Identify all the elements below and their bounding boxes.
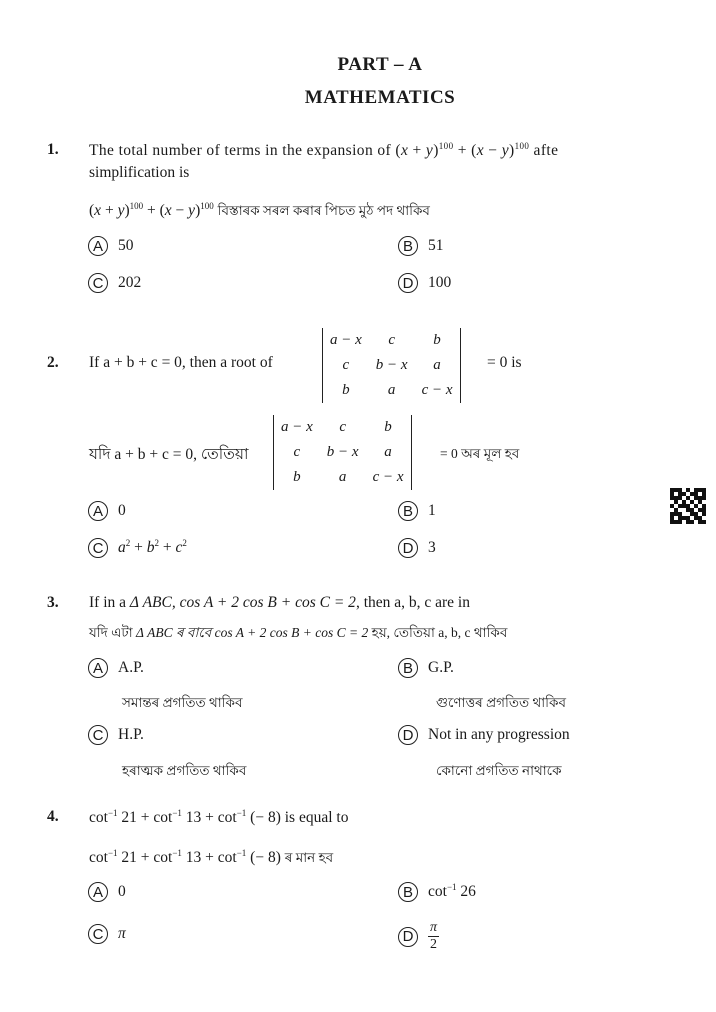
q4-option-b[interactable]: B $\cot^{-1} 26$ <box>398 882 476 902</box>
option-d-circle: D <box>398 725 418 745</box>
question-1-assamese: $(x + y)^{100} + (x - y)^{100}$ বিস্তাৰক সৰল কৰাৰ পিচত মুঠ পদ থাকিব <box>89 200 430 219</box>
q4-option-a[interactable]: A 0 <box>88 882 126 902</box>
q1-option-c[interactable]: C 202 <box>88 273 141 293</box>
option-a-circle: A <box>88 658 108 678</box>
question-1-number: 1. <box>47 141 59 158</box>
q4-option-d[interactable] <box>398 920 439 953</box>
option-d-circle: D <box>398 273 418 293</box>
option-c-circle: C <box>88 924 108 944</box>
option-a-circle: A <box>88 236 108 256</box>
q3-option-c[interactable]: C H.P. <box>88 725 144 745</box>
q1-option-a[interactable]: A 50 <box>88 236 134 256</box>
q3-option-d-assamese: কোনো প্ৰগতিত নাথাকে <box>436 763 562 778</box>
question-1-line-1: The total number of terms in the expansion of $(x + y)^{100} + (x - y)^{100}$ afte <box>89 141 559 160</box>
question-2-tail: = 0 is <box>487 354 522 371</box>
part-title: PART – A <box>337 54 423 75</box>
q2-option-a[interactable]: A 0 <box>88 501 126 521</box>
option-c-circle: C <box>88 273 108 293</box>
q1-option-b[interactable]: B 51 <box>398 236 444 256</box>
option-d-circle: D <box>398 927 418 947</box>
option-d-circle: D <box>398 538 418 558</box>
question-2-assamese-lead: যদি a + b + c = 0, তেতিয়া <box>89 446 249 463</box>
q2-option-d[interactable]: D 3 <box>398 538 436 558</box>
option-c-circle: C <box>88 725 108 745</box>
question-4-assamese: $\cot^{-1} 21 + \cot^{-1} 13 + \cot^{-1}$ (− 8) ৰ মান হব <box>89 847 334 866</box>
option-b-circle: B <box>398 658 418 678</box>
pi-over-two-fraction: $\frac{\pi}{2}$ <box>430 920 438 952</box>
question-2-number: 2. <box>47 354 59 371</box>
question-3-text: If in a Δ ABC, cos A + 2 cos B + cos C = 2, then a, b, c are in <box>89 594 470 611</box>
option-c-circle: C <box>88 538 108 558</box>
option-a-circle: A <box>88 882 108 902</box>
question-1-line-2: simplification is <box>89 164 190 181</box>
option-a-circle: A <box>88 501 108 521</box>
q3-option-c-assamese: হৰাত্মক প্ৰগতিত থাকিব <box>122 763 247 778</box>
option-b-circle: B <box>398 236 418 256</box>
question-2-assamese-tail: = 0 অৰ মূল হব <box>440 446 520 461</box>
q3-option-b[interactable]: B G.P. <box>398 658 454 678</box>
q2-option-b[interactable]: B 1 <box>398 501 436 521</box>
option-b-circle: B <box>398 882 418 902</box>
subject-title: MATHEMATICS <box>304 87 456 108</box>
q3-option-a-assamese: সমান্তৰ প্ৰগতিত থাকিব <box>122 695 243 710</box>
q1-option-d[interactable]: D 100 <box>398 273 451 293</box>
question-3-number: 3. <box>47 594 59 611</box>
determinant-matrix-1: a − x c b c b − x a b a c − x <box>322 328 461 403</box>
question-2-lead: If a + b + c = 0, then a root of <box>89 354 273 371</box>
determinant-matrix-2: a − x c b c b − x a b a c − x <box>273 415 412 490</box>
q4-option-c[interactable]: C π <box>88 924 126 944</box>
q2-option-c[interactable]: C $a^2 + b^2 + c^2$ <box>88 538 187 558</box>
q3-option-a[interactable]: A A.P. <box>88 658 144 678</box>
q3-option-d[interactable]: D Not in any progression <box>398 725 570 745</box>
q3-option-b-assamese: গুণোত্তৰ প্ৰগতিত থাকিব <box>436 695 567 710</box>
question-4-number: 4. <box>47 808 59 825</box>
qr-code-icon <box>670 488 706 524</box>
question-4-text: $\cot^{-1} 21 + \cot^{-1} 13 + \cot^{-1}$ (− 8) is equal to <box>89 808 349 827</box>
question-3-assamese: যদি এটা Δ ABC ৰ বাবে cos A + 2 cos B + cos C = 2 হয়, তেতিয়া a, b, c থাকিব <box>89 625 508 640</box>
option-b-circle: B <box>398 501 418 521</box>
